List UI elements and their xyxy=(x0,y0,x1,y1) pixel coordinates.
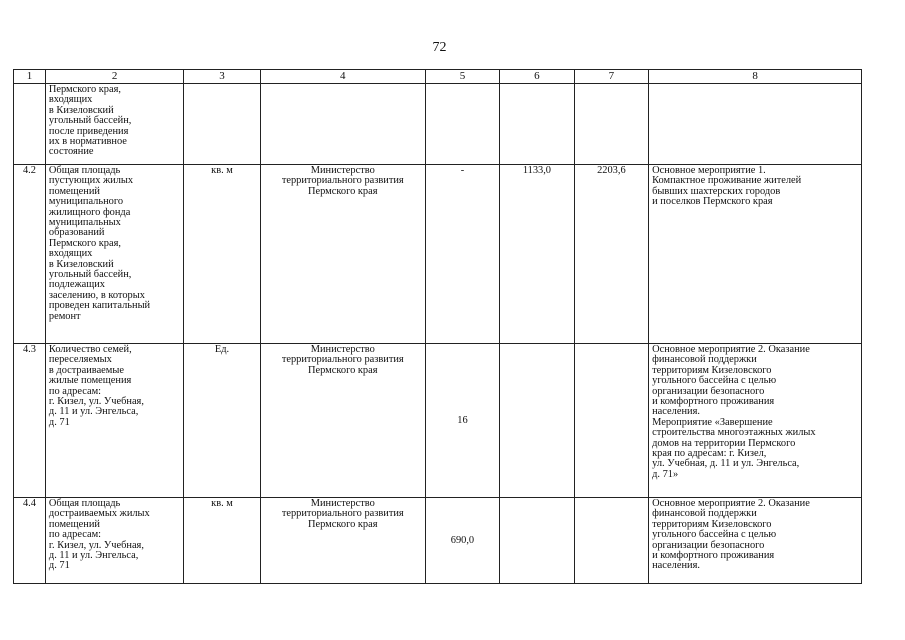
text-line: Общая площадь xyxy=(48,165,121,176)
text-line: строительства многоэтажных жилых xyxy=(652,427,816,439)
text-line: населения. xyxy=(652,406,700,418)
value-cell-7: 2203,6 xyxy=(574,165,648,344)
text-line: д. 71 xyxy=(48,416,70,428)
text-line: входящих xyxy=(48,94,93,106)
text-line: образований xyxy=(48,227,105,239)
value-cell-7 xyxy=(574,84,648,165)
text-line: Пермского края, xyxy=(48,84,121,95)
column-header: 6 xyxy=(500,70,574,84)
table-row xyxy=(14,344,862,498)
row-number: 4.2 xyxy=(14,165,46,344)
text-line: по адресам: xyxy=(48,385,102,397)
column-header: 8 xyxy=(649,70,862,84)
text-line: населения. xyxy=(652,560,700,572)
text-line: переселяемых xyxy=(48,354,112,366)
text-line: Основное мероприятие 2. Оказание xyxy=(652,344,810,355)
text-line: Компактное проживание жителей xyxy=(652,175,802,187)
value-cell-5: 16 xyxy=(425,344,499,498)
text-line: Министерство xyxy=(310,165,375,176)
text-line: достраиваемых жилых xyxy=(48,508,150,520)
text-line: д. 71 xyxy=(48,560,70,572)
value-cell-5: - xyxy=(425,165,499,344)
text-line: Основное мероприятие 2. Оказание xyxy=(652,498,810,509)
text-line: заселению, в которых xyxy=(48,289,145,301)
table-row xyxy=(14,165,862,344)
text-line: Пермского края xyxy=(308,364,378,376)
value-cell-7 xyxy=(574,498,648,584)
event-cell xyxy=(649,165,862,344)
text-line: угольного бассейна с целью xyxy=(652,529,777,541)
value-cell-7 xyxy=(574,344,648,498)
value-cell-5: 690,0 xyxy=(425,498,499,584)
table-row xyxy=(14,498,862,584)
text-line: домов на территории Пермского xyxy=(652,437,796,449)
text-line: по адресам: xyxy=(48,529,102,541)
text-line: ремонт xyxy=(48,310,81,322)
text-line: финансовой поддержки xyxy=(652,354,757,366)
text-line: Пермского края xyxy=(308,185,378,197)
column-header: 1 xyxy=(14,70,46,84)
text-line: Министерство xyxy=(310,344,375,355)
text-line: бывших шахтерских городов xyxy=(652,185,781,197)
indicator-name xyxy=(45,498,183,584)
text-line: финансовой поддержки xyxy=(652,508,757,520)
text-line: и комфортного проживания xyxy=(652,550,775,562)
text-line: в Кизеловский xyxy=(48,104,114,116)
text-line: и комфортного проживания xyxy=(652,396,775,408)
text-line: и поселков Пермского края xyxy=(652,196,773,208)
text-line: Мероприятие «Завершение xyxy=(652,416,773,428)
event-cell xyxy=(649,344,862,498)
text-line: Количество семей, xyxy=(48,344,132,355)
indicator-name xyxy=(45,84,183,165)
value-cell-6 xyxy=(500,344,574,498)
text-line: территориального развития xyxy=(281,175,404,187)
ministry-cell xyxy=(260,344,425,498)
row-number xyxy=(14,84,46,165)
text-line: состояние xyxy=(48,146,94,158)
text-line: подлежащих xyxy=(48,279,105,291)
text-line: организации безопасного xyxy=(652,539,765,551)
text-line: территориального развития xyxy=(281,508,404,520)
ministry-cell xyxy=(260,84,425,165)
table-header-row xyxy=(14,70,862,84)
value-cell-6 xyxy=(500,498,574,584)
text-line: ул. Учебная, д. 11 и ул. Энгельса, xyxy=(652,458,800,470)
text-line: в достраиваемые xyxy=(48,364,124,376)
indicators-table xyxy=(13,69,862,584)
text-line: их в нормативное xyxy=(48,136,127,148)
column-header: 3 xyxy=(184,70,261,84)
text-line: территориального развития xyxy=(281,354,404,366)
text-line: Министерство xyxy=(310,498,375,509)
indicator-name xyxy=(45,165,183,344)
table-row xyxy=(14,84,862,165)
text-line: угольного бассейна с целью xyxy=(652,375,777,387)
text-line: помещений xyxy=(48,185,100,197)
text-line: угольный бассейн, xyxy=(48,115,132,127)
column-header: 2 xyxy=(45,70,183,84)
column-header: 5 xyxy=(425,70,499,84)
text-line: г. Кизел, ул. Учебная, xyxy=(48,539,144,551)
row-number: 4.4 xyxy=(14,498,46,584)
text-line: края по адресам: г. Кизел, xyxy=(652,448,767,460)
text-line: Пермского края, xyxy=(48,237,121,249)
value-cell-6: 1133,0 xyxy=(500,165,574,344)
text-line: после приведения xyxy=(48,125,129,137)
text-line: территориям Кизеловского xyxy=(652,518,772,530)
text-line: муниципальных xyxy=(48,217,121,229)
text-line: муниципального xyxy=(48,196,124,208)
text-line: Основное мероприятие 1. xyxy=(652,165,766,176)
text-line: организации безопасного xyxy=(652,385,765,397)
text-line: в Кизеловский xyxy=(48,258,114,270)
row-number: 4.3 xyxy=(14,344,46,498)
text-line: Пермского края xyxy=(308,518,378,530)
text-line: входящих xyxy=(48,248,93,260)
column-header: 7 xyxy=(574,70,648,84)
column-header: 4 xyxy=(260,70,425,84)
text-line: жилые помещения xyxy=(48,375,132,387)
ministry-cell xyxy=(260,498,425,584)
value-cell-6 xyxy=(500,84,574,165)
text-line: жилищного фонда xyxy=(48,206,131,218)
text-line: территориям Кизеловского xyxy=(652,364,772,376)
unit-cell: кв. м xyxy=(184,498,261,584)
event-cell xyxy=(649,84,862,165)
text-line: д. 11 и ул. Энгельса, xyxy=(48,406,139,418)
text-line: Общая площадь xyxy=(48,498,121,509)
indicator-name xyxy=(45,344,183,498)
text-line: г. Кизел, ул. Учебная, xyxy=(48,396,144,408)
text-line: проведен капитальный xyxy=(48,300,151,312)
text-line: угольный бассейн, xyxy=(48,269,132,281)
page-number: 72 xyxy=(432,40,447,55)
ministry-cell xyxy=(260,165,425,344)
value-cell-5 xyxy=(425,84,499,165)
text-line: помещений xyxy=(48,518,100,530)
unit-cell: кв. м xyxy=(184,165,261,344)
unit-cell xyxy=(184,84,261,165)
text-line: пустующих жилых xyxy=(48,175,134,187)
unit-cell: Ед. xyxy=(184,344,261,498)
text-line: д. 11 и ул. Энгельса, xyxy=(48,550,139,562)
event-cell xyxy=(649,498,862,584)
text-line: д. 71» xyxy=(652,468,679,480)
